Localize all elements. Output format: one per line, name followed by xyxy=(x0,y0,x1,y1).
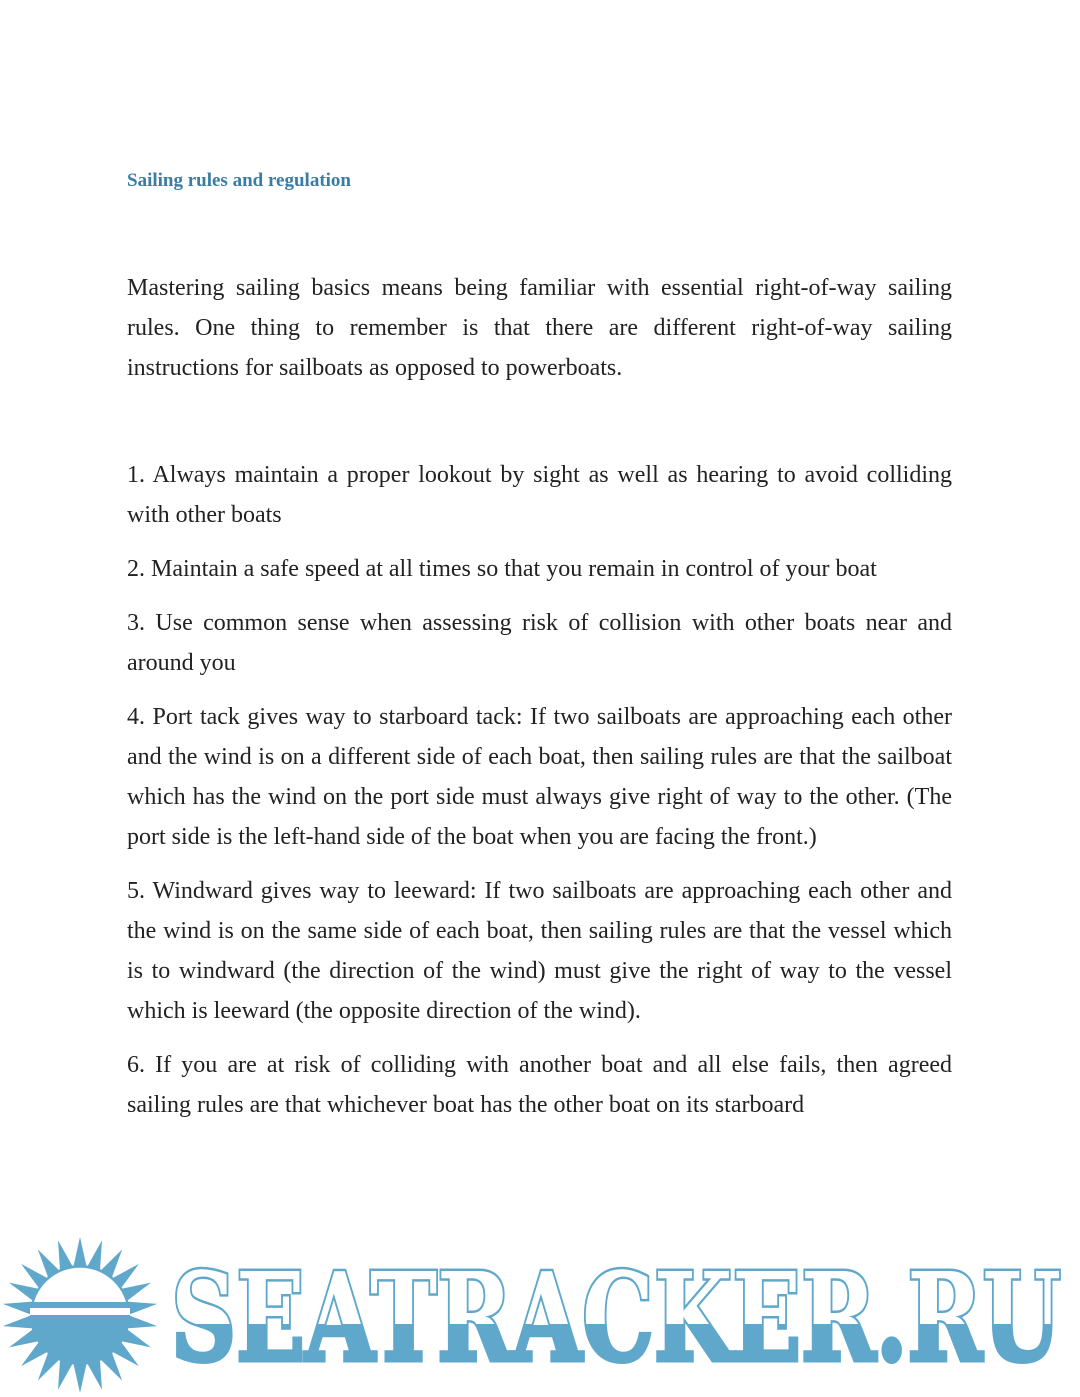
list-item: 4. Port tack gives way to starboard tack: If two sailboats are approaching each other and the wind is on a different side of each boat, then sailing rules are that the sailboat which has the wind on the port side must always give right of way to the other. (The port side is the left-hand side of the boat when you are facing the front.) xyxy=(127,704,952,850)
watermark-text: SEATRACKER.RU xyxy=(171,1245,1061,1389)
intro-paragraph: Mastering sailing basics means being familiar with essential right-of-way sailing rules. One thing to remember is that there are different right-of-way sailing instructions for sailboats as opposed to powerboats. xyxy=(127,275,952,381)
list-item: 1. Always maintain a proper lookout by sight as well as hearing to avoid colliding with other boats xyxy=(127,462,952,528)
list-item: 6. If you are at risk of colliding with another boat and all else fails, then agreed sailing rules are that whichever boat has the other boat on its starboard xyxy=(127,1052,952,1118)
watermark-banner xyxy=(0,1230,1080,1397)
rules-list xyxy=(127,455,952,1139)
page-title: Sailing rules and regulation xyxy=(127,170,352,191)
sun-over-sea-icon xyxy=(3,1237,157,1393)
list-item: 5. Windward gives way to leeward: If two sailboats are approaching each other and the wind is on the same side of each boat, then sailing rules are that the vessel which is to windward (the direction of the wind) must give the right of way to the vessel which is leeward (the opposite direction of the wind). xyxy=(127,878,952,1024)
list-item: 3. Use common sense when assessing risk of collision with other boats near and around you xyxy=(127,610,952,676)
list-item: 2. Maintain a safe speed at all times so that you remain in control of your boat xyxy=(127,556,877,582)
